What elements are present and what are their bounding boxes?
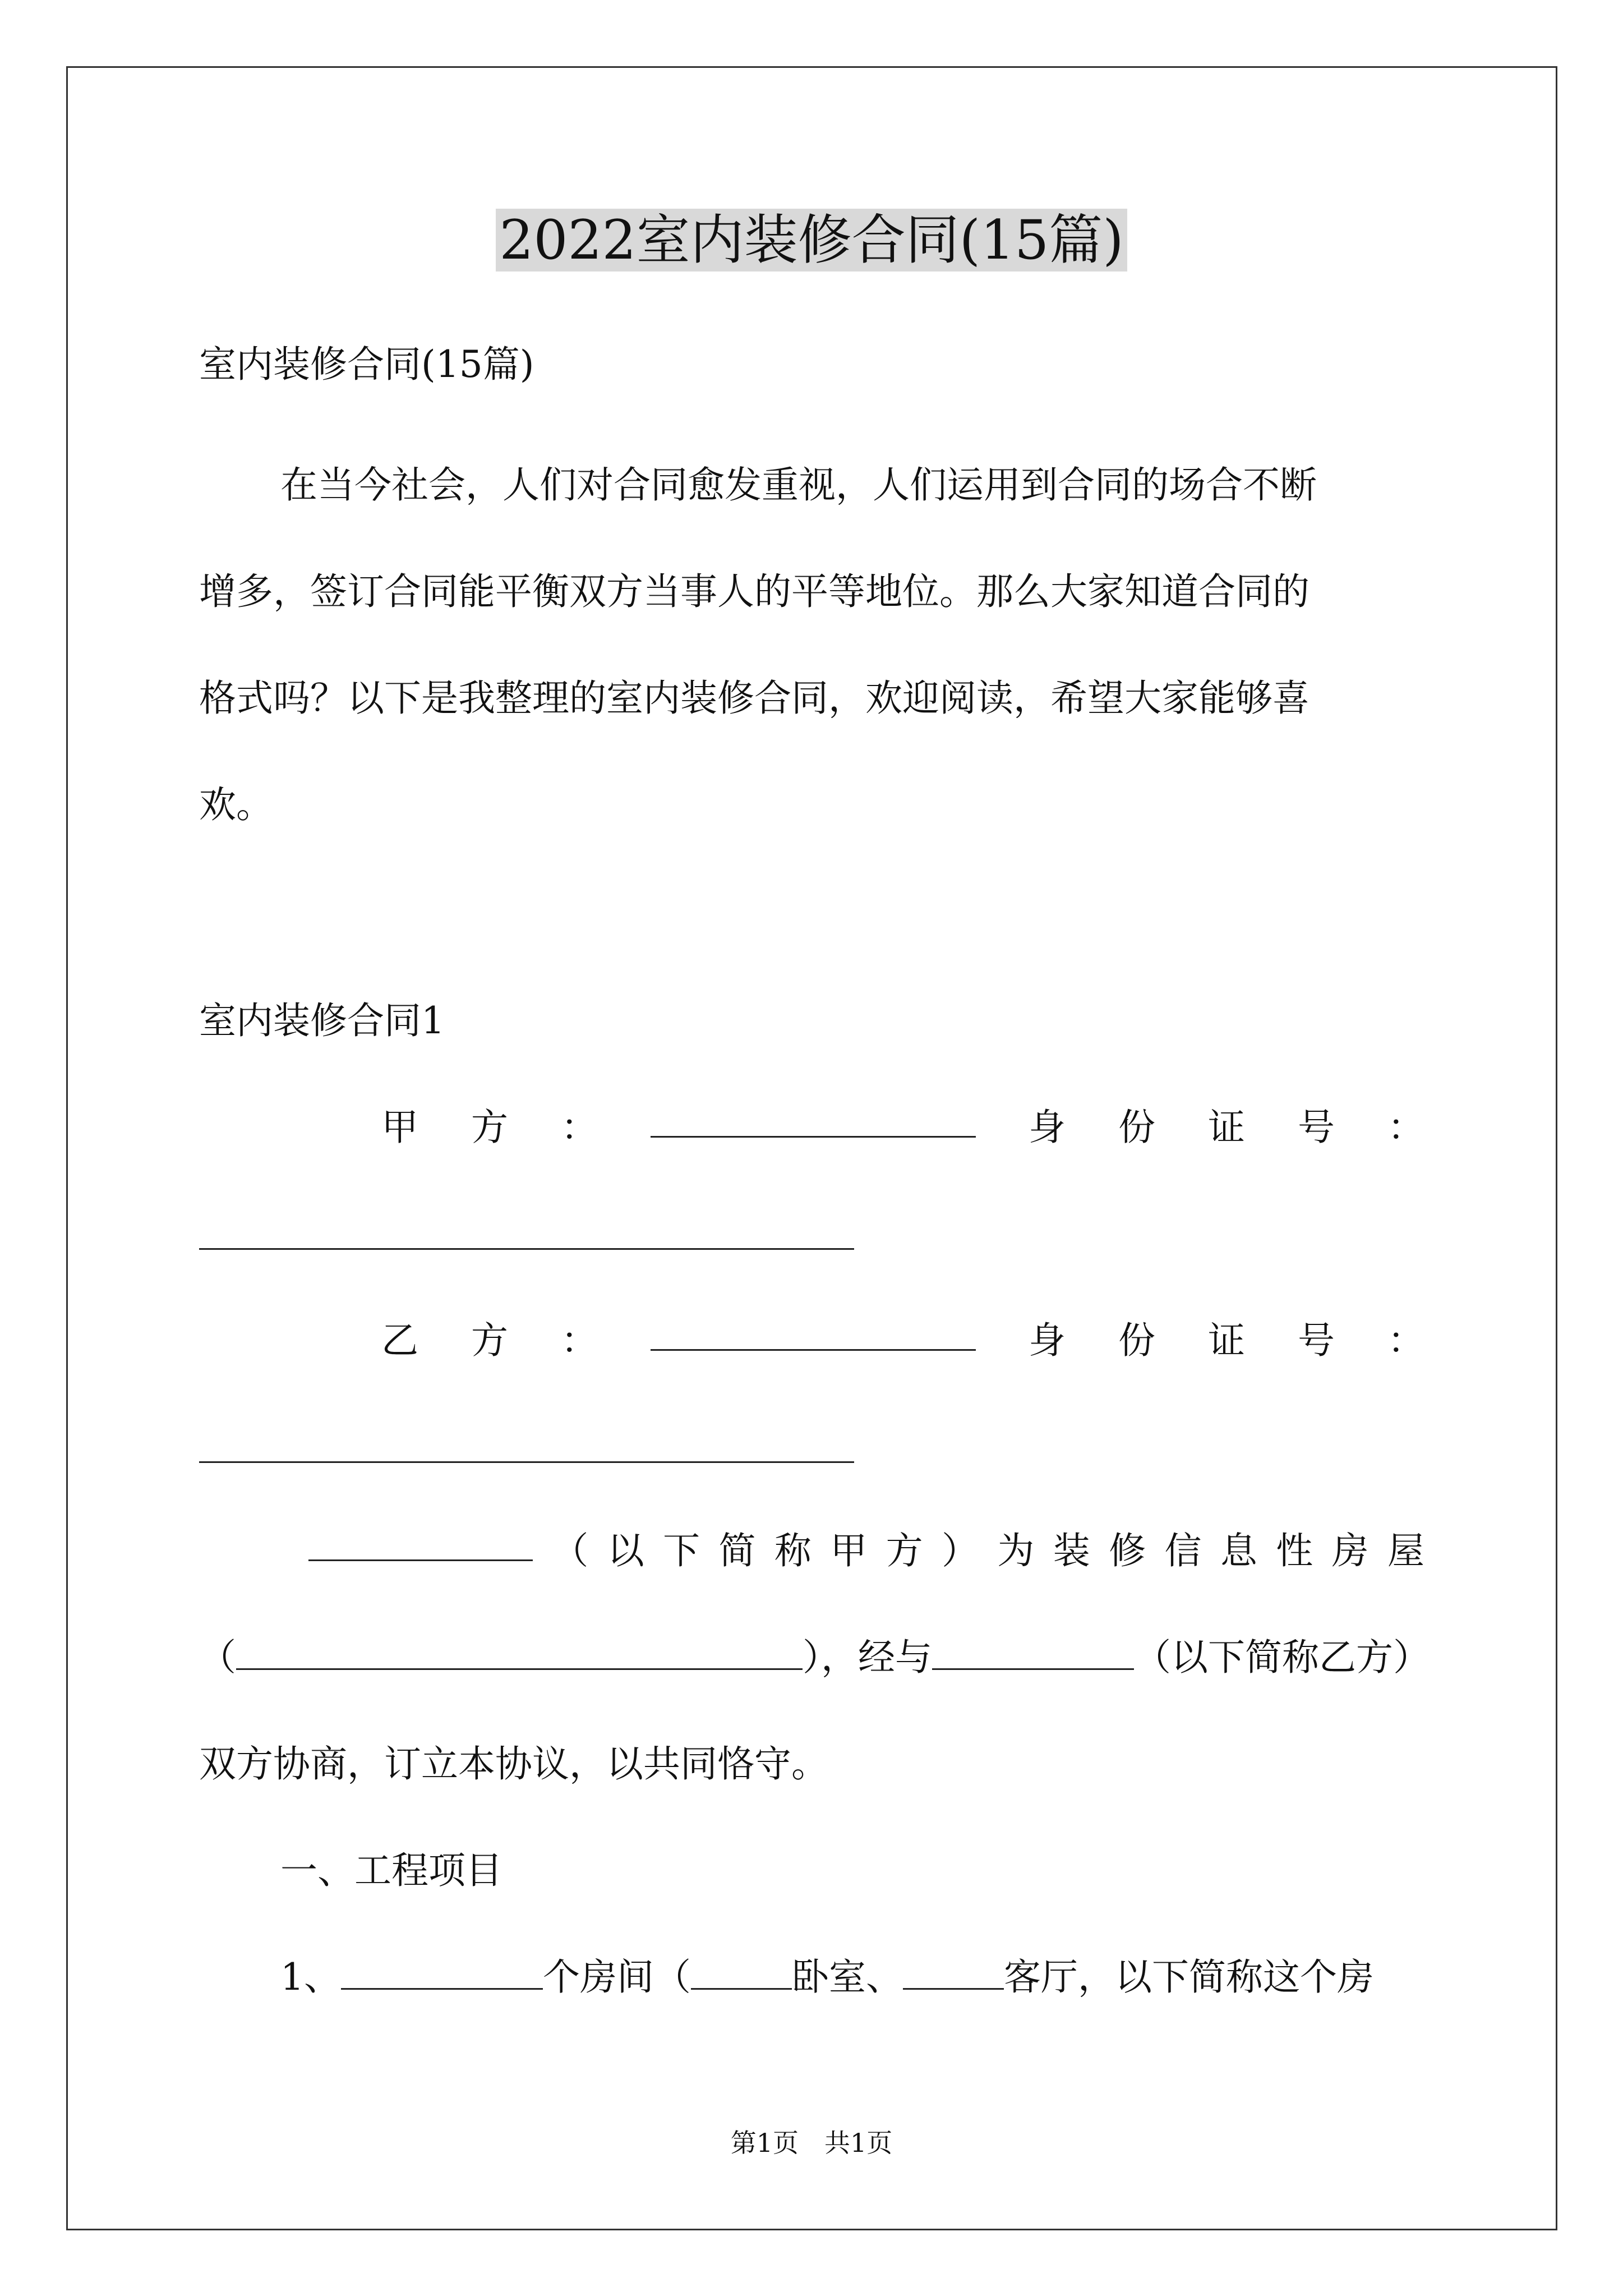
intro-line-1: 在当今社会，人们对合同愈发重视，人们运用到合同的场合不断 xyxy=(280,463,1317,507)
party-a-blank[interactable] xyxy=(308,1526,533,1561)
party-b-blank[interactable] xyxy=(932,1635,1134,1670)
bedroom-count-blank[interactable] xyxy=(691,1954,792,1990)
party-a-name-blank[interactable] xyxy=(651,1102,976,1138)
para1-line-2: （ ），经与 （以下简称乙方） xyxy=(199,1636,1430,1679)
room-count-blank[interactable] xyxy=(341,1954,543,1990)
document-title: 2022室内装修合同(15篇) xyxy=(0,201,1623,279)
intro-line-3: 格式吗？以下是我整理的室内装修合同，欢迎阅读，希望大家能够喜 xyxy=(199,677,1310,720)
intro-line-4: 欢。 xyxy=(199,783,273,826)
party-b-name-blank[interactable] xyxy=(651,1315,976,1351)
party-b-line: 乙 方 ： 身 份 证 号 ： xyxy=(381,1315,1424,1366)
page-footer: 第1页 共1页 xyxy=(730,2128,893,2158)
para1-line-1: （ 以 下 简 称 甲 方 ） 为 装 修 信 息 性 房 屋 xyxy=(308,1526,1424,1576)
section-heading: 室内装修合同1 xyxy=(199,999,445,1042)
party-a-id-blank[interactable] xyxy=(199,1248,854,1250)
intro-line-2: 增多，签订合同能平衡双方当事人的平等地位。那么大家知道合同的 xyxy=(199,570,1310,613)
party-a-line: 甲 方 ： 身 份 证 号 ： xyxy=(381,1102,1424,1153)
party-b-id-blank[interactable] xyxy=(199,1461,854,1463)
item-1: 1、 个房间（ 卧室、 客厅，以下简称这个房 xyxy=(280,1955,1374,1999)
house-address-blank[interactable] xyxy=(236,1635,803,1670)
livingroom-count-blank[interactable] xyxy=(903,1954,1004,1990)
heading-project: 一、工程项目 xyxy=(280,1849,502,1892)
para1-line-3: 双方协商，订立本协议，以共同恪守。 xyxy=(199,1742,828,1786)
document-subtitle: 室内装修合同(15篇) xyxy=(199,343,534,386)
